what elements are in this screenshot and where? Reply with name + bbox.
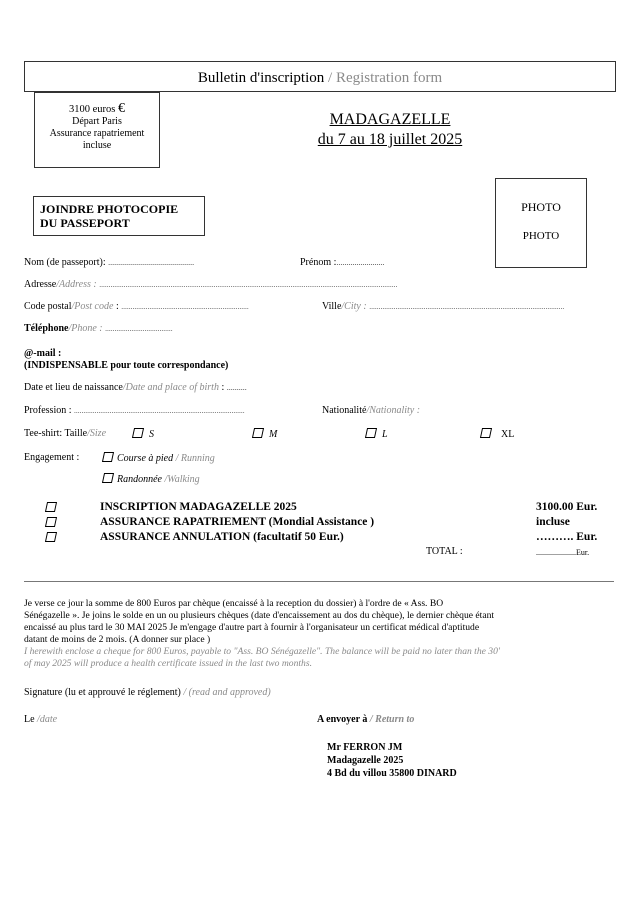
price-amount: 3100 euros xyxy=(69,104,116,115)
nom-row xyxy=(24,257,194,269)
randonnee-option[interactable] xyxy=(103,473,200,486)
passport-note-line1: JOINDRE PHOTOCOPIE xyxy=(40,202,179,216)
nom-label: Nom (de passeport) xyxy=(24,257,103,268)
date-label: Le xyxy=(24,714,35,725)
event-name: MADAGAZELLE xyxy=(329,111,451,128)
randonnee-label: Randonnée xyxy=(117,474,162,485)
size-xl-label: XL xyxy=(501,429,515,440)
size-m-option[interactable] xyxy=(253,428,277,441)
summary-item-3: ASSURANCE ANNULATION (facultatif 50 Eur.) xyxy=(100,531,344,543)
date-label-en: /date xyxy=(37,714,58,725)
profession-label: Profession : xyxy=(24,405,72,416)
payment-fr-line-1: Je verse ce jour la somme de 800 Euros par chèque (encaissé à la reception du dossier) à l'ordre de « Ass. BO xyxy=(24,598,444,609)
summary-row-1 xyxy=(46,501,56,515)
profession-row xyxy=(24,405,245,417)
signature-row[interactable] xyxy=(24,687,271,699)
teeshirt-label-en: /Size xyxy=(87,428,107,439)
adresse-row xyxy=(24,279,397,291)
date-row[interactable] xyxy=(24,714,57,726)
photo-label-secondary: PHOTO xyxy=(522,230,560,242)
summary-row-3 xyxy=(46,531,56,545)
event-heading xyxy=(290,110,490,150)
profession-field[interactable]: ........................................................................................... xyxy=(74,406,245,415)
send-to-label-en: / Return to xyxy=(369,714,415,725)
telephone-row xyxy=(24,323,173,335)
nom-field[interactable]: ........................................... xyxy=(108,258,195,267)
signature-label-en: / (read and approved) xyxy=(183,687,271,698)
prenom-field[interactable]: ........................ xyxy=(336,258,385,267)
payment-paragraph xyxy=(24,598,500,670)
price-box xyxy=(34,92,160,168)
form-title-box xyxy=(24,61,616,92)
summary-row-2 xyxy=(46,516,56,530)
naissance-label: Date et lieu de naissance xyxy=(24,382,123,393)
size-xl-checkbox[interactable] xyxy=(480,428,492,438)
telephone-field[interactable]: .................................... xyxy=(105,324,173,333)
ville-label: Ville xyxy=(322,301,342,312)
photo-label: PHOTO xyxy=(521,200,561,214)
title-separator: / xyxy=(328,70,333,86)
payment-fr-line-2: Sénégazelle ». Je joins le solde en un ou plusieurs chèques (date d'encaissement au dos du chèque), le dernier chèque étant xyxy=(24,610,495,621)
size-xl-option[interactable] xyxy=(481,428,514,441)
title-fr: Bulletin d'inscription xyxy=(197,70,325,86)
size-s-checkbox[interactable] xyxy=(132,428,144,438)
insurance-line: Assurance rapatriement xyxy=(49,128,145,139)
adresse-field[interactable]: ............................................................................................................................................................... xyxy=(99,280,398,289)
size-l-checkbox[interactable] xyxy=(365,428,377,438)
nationalite-row xyxy=(322,405,420,417)
payment-fr-line-3: encaissé au plus tard le 30 MAI 2025 Je m'engage d'autre part à fournir à l'organisateur un certificat médical d'aptitude xyxy=(24,622,480,633)
course-option[interactable] xyxy=(103,452,215,465)
summary-amount-3[interactable]: ………. Eur. xyxy=(536,531,598,543)
size-l-label: L xyxy=(382,429,388,440)
naissance-field[interactable]: .......... xyxy=(226,383,247,392)
send-to-row xyxy=(317,714,414,726)
prenom-label: Prénom : xyxy=(300,257,337,268)
teeshirt-row xyxy=(24,428,106,440)
telephone-label-en: /Phone : xyxy=(68,323,103,334)
course-label-en: / Running xyxy=(175,453,215,464)
payment-en-line-2: of may 2025 will produce a health certificate issued in the last two months. xyxy=(24,658,312,669)
send-to-name: Mr FERRON JM xyxy=(327,742,403,753)
payment-en-line-1: I herewith enclose a cheque for 800 Euros, payable to "Ass. BO Sénégazelle". The balance will be paid no later than the 30' xyxy=(24,646,500,657)
teeshirt-label: Tee-shirt: Taille xyxy=(24,428,88,439)
summary-item-2: ASSURANCE RAPATRIEMENT (Mondial Assistance ) xyxy=(100,516,375,528)
engagement-label: Engagement : xyxy=(24,452,80,463)
ville-row xyxy=(322,301,564,313)
size-s-option[interactable] xyxy=(133,428,154,441)
ville-field[interactable]: ........................................................................................................ xyxy=(369,302,565,311)
naissance-colon: : xyxy=(221,382,225,393)
event-dates: du 7 au 18 juillet 2025 xyxy=(317,131,463,148)
codepostal-label: Code postal xyxy=(24,301,72,312)
total-amount[interactable] xyxy=(536,545,589,560)
randonnee-checkbox[interactable] xyxy=(102,473,114,483)
photo-box[interactable] xyxy=(495,178,587,268)
section-divider xyxy=(24,581,614,582)
send-to-org: Madagazelle 2025 xyxy=(327,755,404,766)
naissance-label-en: /Date and place of birth xyxy=(122,382,219,393)
page-title xyxy=(25,70,615,87)
payment-fr-line-4: datant de moins de 2 mois. (A donner sur place ) xyxy=(24,634,211,645)
email-note[interactable]: (INDISPENSABLE pour toute correspondance) xyxy=(24,360,229,371)
telephone-label: Téléphone xyxy=(24,323,69,334)
nom-colon: : xyxy=(102,257,106,268)
send-to-label: A envoyer à xyxy=(317,714,368,725)
departure-city: Départ Paris xyxy=(72,116,122,127)
passport-note-line2: DU PASSEPORT xyxy=(40,216,130,230)
course-label: Course à pied xyxy=(117,453,174,464)
send-to-address: 4 Bd du villou 35800 DINARD xyxy=(327,768,457,779)
randonnee-label-en: /Walking xyxy=(164,474,200,485)
title-en: Registration form xyxy=(335,70,443,86)
summary-item-1: INSCRIPTION MADAGAZELLE 2025 xyxy=(100,501,297,513)
summary-checkbox-2[interactable] xyxy=(45,517,57,527)
course-checkbox[interactable] xyxy=(102,452,114,462)
total-dots: ....................Eur. xyxy=(536,548,590,557)
insurance-included: incluse xyxy=(82,140,112,151)
passport-note-box xyxy=(33,196,205,236)
signature-label: Signature (lu et approuvé le réglement) xyxy=(24,687,181,698)
summary-checkbox-3[interactable] xyxy=(45,532,57,542)
summary-amount-1: 3100.00 Eur. xyxy=(536,501,598,513)
summary-checkbox-1[interactable] xyxy=(45,502,57,512)
summary-amount-2: incluse xyxy=(536,516,570,528)
size-m-checkbox[interactable] xyxy=(252,428,264,438)
adresse-label: Adresse xyxy=(24,279,57,290)
codepostal-colon: : xyxy=(115,301,119,312)
codepostal-label-en: /Post code xyxy=(71,301,114,312)
ville-label-en: /City : xyxy=(341,301,367,312)
euro-icon: € xyxy=(118,101,125,116)
naissance-row xyxy=(24,382,247,394)
prenom-row xyxy=(300,257,384,269)
email-label: @-mail : xyxy=(24,348,62,359)
adresse-label-en: /Address : xyxy=(56,279,97,290)
codepostal-row xyxy=(24,301,249,313)
size-s-label: S xyxy=(149,429,154,440)
size-m-label: M xyxy=(269,429,278,440)
nationalite-label-en: /Nationality : xyxy=(366,405,421,416)
total-label: TOTAL : xyxy=(426,546,463,557)
nationalite-label: Nationalité xyxy=(322,405,367,416)
codepostal-field[interactable]: .................................................................... xyxy=(121,302,249,311)
size-l-option[interactable] xyxy=(366,428,388,441)
